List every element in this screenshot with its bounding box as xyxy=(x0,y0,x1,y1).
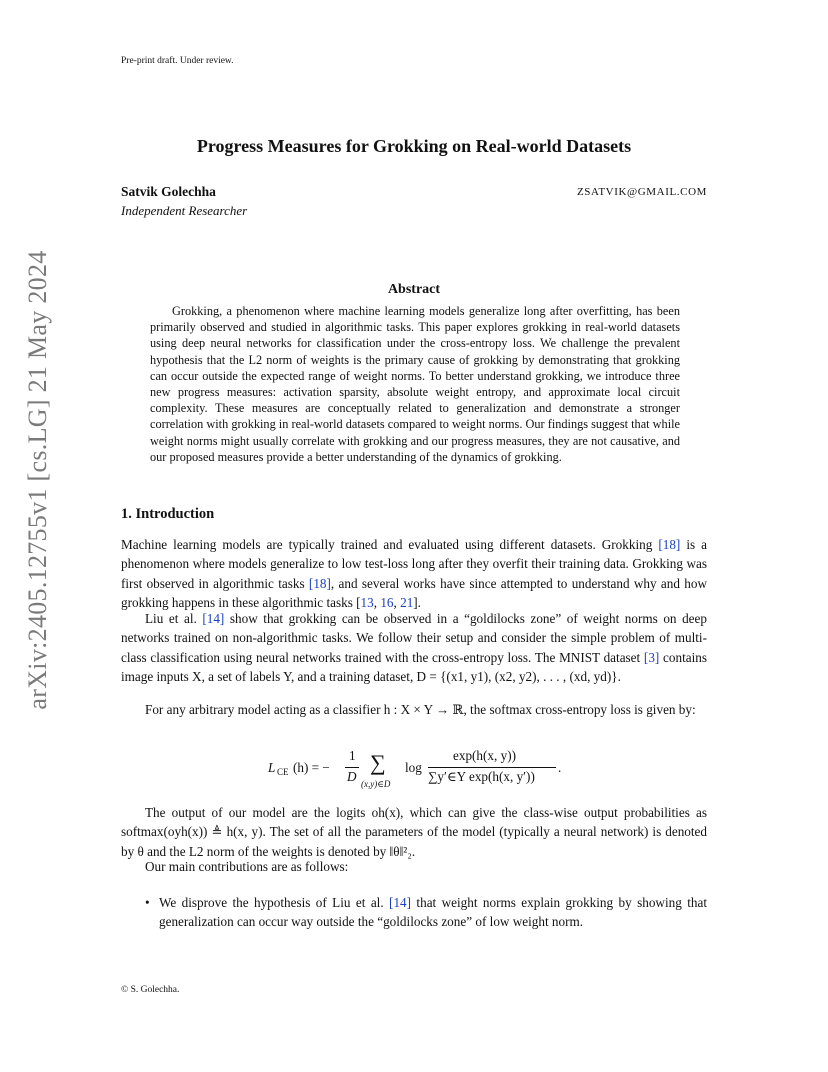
eq-main-frac-line xyxy=(428,767,556,768)
arxiv-identifier-text: arXiv:2405.12755v1 [cs.LG] 21 May 2024 xyxy=(23,250,52,710)
citation-link[interactable]: [3] xyxy=(643,649,660,665)
citation-link[interactable]: 13 xyxy=(360,594,374,610)
eq-lhs-sub: CE xyxy=(277,767,289,777)
eq-denominator: ∑y′∈Y exp(h(x, y′)) xyxy=(428,769,535,784)
text-span: show that grokking can be observed in a “goldilocks zone” of weight norms on deep networks trained on non-algorithmic tasks. We follow their setup and consider the simple problem of multi-class classification using neural networks trained with the cross-entropy loss. The MNIST dataset xyxy=(121,611,707,665)
text-span: Machine learning models are typically trained and evaluated using different datasets. Grokking xyxy=(121,537,659,552)
text-span: ]. xyxy=(413,594,421,610)
author-affiliation: Independent Researcher xyxy=(121,203,248,218)
text-span: contains image inputs X, a set of labels Y, and a training dataset, D = {(x1, y1), (x2, y2), . . . , (xd, yd)}. xyxy=(121,649,707,684)
preprint-note: Pre-print draft. Under review. xyxy=(121,56,234,66)
text-span: is a phenomenon where models generalize to low test-loss long after they overfit their training data. Grokking was first observed in algorithmic tasks xyxy=(121,537,708,591)
eq-lhs: L xyxy=(268,760,276,775)
citation-link[interactable]: [18] xyxy=(308,575,331,591)
copyright-footer: © S. Golechha. xyxy=(121,985,180,995)
eq-frac-denominator: D xyxy=(347,769,357,784)
intro-paragraph-5: Our main contributions are as follows: xyxy=(145,859,349,874)
citation-link[interactable]: 16 xyxy=(380,594,394,610)
intro-paragraph-3: For any arbitrary model acting as a classifier h : X × Y → ℝ, the softmax cross-entropy loss is given by: xyxy=(145,702,696,717)
cross-entropy-equation xyxy=(0,748,828,796)
eq-sum-subscript: (x,y)∈D xyxy=(361,779,391,789)
citation-link[interactable]: [14] xyxy=(389,895,412,910)
citation-link[interactable]: [18] xyxy=(658,537,681,552)
text-span: We disprove the hypothesis of Liu et al. xyxy=(159,895,390,910)
text-span: that weight norms explain grokking by showing that generalization can occur way outside the “goldilocks zone” of low weight norm. xyxy=(159,895,707,930)
eq-log: log xyxy=(405,760,422,775)
section-heading-introduction: 1. Introduction xyxy=(121,506,215,522)
text-span: , and several works have since attempted to understand why and how grokking happens in these algorithmic tasks [ xyxy=(121,575,707,610)
eq-frac-line xyxy=(345,767,359,768)
intro-paragraph-4: The output of our model are the logits oh(x), which can give the class-wise output probabilities as softmax(oyh(x)) ≜ h(x, y). The set of all the parameters of the model (typically a neural network) is denoted by θ and the L2 norm of the weights is denoted by ‖θ‖²₂. xyxy=(121,805,707,859)
bullet-text xyxy=(159,893,707,932)
author-name: Satvik Golechha xyxy=(121,184,216,199)
intro-paragraph-1 xyxy=(121,535,707,612)
eq-lhs-arg: (h) = − xyxy=(293,760,330,775)
eq-sum-symbol: ∑ xyxy=(370,750,386,775)
eq-frac-numerator: 1 xyxy=(349,748,356,763)
author-email[interactable]: ZSATVIK@GMAIL.COM xyxy=(576,186,707,198)
abstract-heading: Abstract xyxy=(387,282,441,297)
eq-numerator: exp(h(x, y)) xyxy=(453,748,516,763)
citation-link[interactable]: [14] xyxy=(202,611,225,626)
text-span: , xyxy=(373,594,381,610)
abstract-text: Grokking, a phenomenon where machine learning models generalize long after overfitting, has been primarily observed and studied in algorithmic tasks. This paper explores grokking in real-world datasets using deep neural networks for classification under the cross-entropy loss. We challenge the prevalent hypothesis that the L2 norm of weights is the primary cause of grokking by demonstrating that grokking can occur outside the expected range of weight norms. To better understand grokking, we introduce three new progress measures: activation sparsity, absolute weight entropy, and approximate local circuit complexity. These measures are conceptually related to generalization and demonstrate a stronger correlation with grokking in real-world datasets compared to weight norms. Our findings suggest that while weight norms might usually correlate with grokking and our progress measures, they are not causative, and our proposed measures provide a better understanding of the dynamics of grokking. xyxy=(150,304,680,464)
text-span: , xyxy=(393,594,401,610)
intro-paragraph-2 xyxy=(121,609,707,686)
text-span: Liu et al. xyxy=(145,611,203,626)
citation-link[interactable]: 21 xyxy=(400,594,414,610)
eq-end: . xyxy=(558,760,562,775)
paper-title: Progress Measures for Grokking on Real-world Datasets xyxy=(196,136,632,156)
bullet-icon: • xyxy=(145,895,150,910)
